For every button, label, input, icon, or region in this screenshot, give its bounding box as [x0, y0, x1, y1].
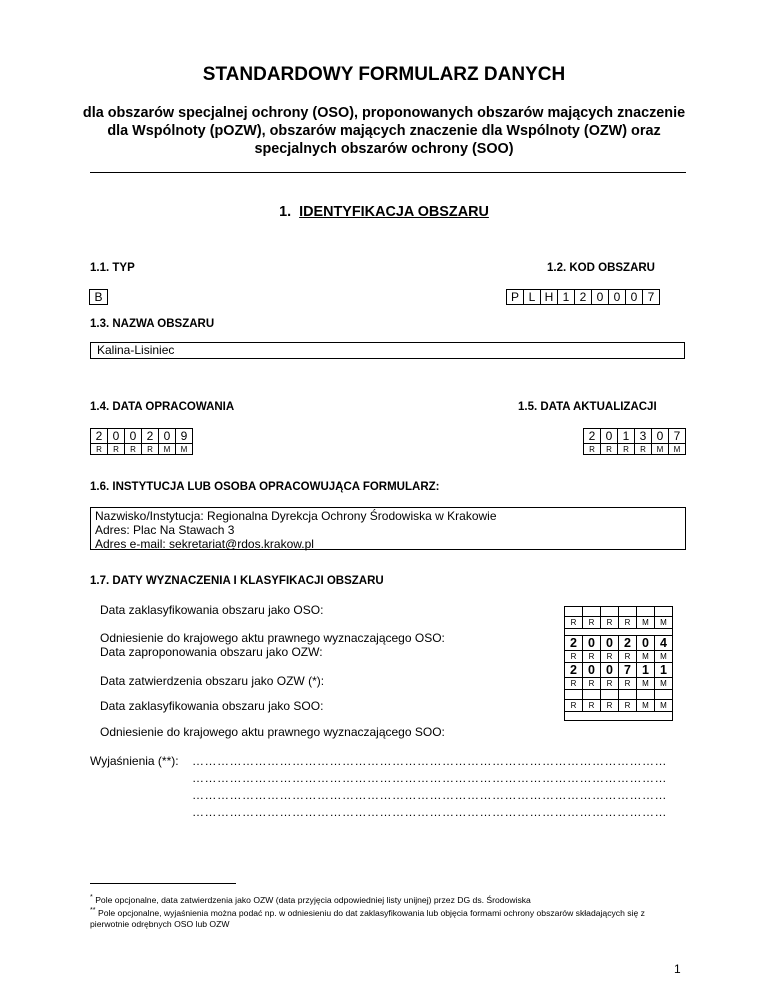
date-digit: 1: [637, 663, 655, 678]
typ-label: 1.1. TYP: [90, 262, 135, 274]
date-code: R: [583, 651, 601, 663]
date-code: M: [655, 678, 673, 690]
footnote-1-mark: *: [90, 893, 93, 901]
date-code: R: [583, 700, 601, 712]
date-code: R: [617, 443, 635, 455]
date-digit: 2: [619, 636, 637, 651]
ozw-zap-label: Data zaproponowania obszaru jako OZW:: [100, 645, 323, 659]
data-opracowania-label: 1.4. DATA OPRACOWANIA: [90, 401, 235, 413]
data-aktualizacji-label: 1.5. DATA AKTUALIZACJI: [518, 401, 657, 413]
form-subtitle: dla obszarów specjalnej ochrony (OSO), proponowanych obszarów mających znaczenie dla Wspólnoty (pOZW), obszarów mających znaczenie dla Wspólnoty (OZW) oraz specjalnych obszarów ochrony (SOO): [82, 105, 686, 157]
date-code: R: [141, 443, 159, 455]
daty-grid[interactable]: [564, 606, 673, 721]
date-code: R: [600, 443, 618, 455]
date-code: R: [601, 651, 619, 663]
section-title: IDENTYFIKACJA OBSZARU: [299, 204, 489, 220]
date-code: M: [655, 700, 673, 712]
wyjasnienia-label: Wyjaśnienia (**):: [90, 754, 179, 768]
date-digit: 0: [651, 428, 669, 444]
kod-char: 1: [557, 289, 575, 305]
kod-char: 7: [642, 289, 660, 305]
date-code: R: [90, 443, 108, 455]
date-code: R: [601, 678, 619, 690]
date-digit: 0: [124, 428, 142, 444]
date-code: M: [651, 443, 669, 455]
date-code: R: [583, 617, 601, 629]
date-code: R: [619, 617, 637, 629]
date-code: R: [601, 700, 619, 712]
section-number: 1.: [279, 204, 292, 220]
date-code: M: [637, 651, 655, 663]
oso-akt-label: Odniesienie do krajowego aktu prawnego wyznaczającego OSO:: [100, 631, 445, 645]
data-opracowania-field[interactable]: [90, 428, 193, 455]
oso-klas-label: Data zaklasyfikowania obszaru jako OSO:: [100, 603, 324, 617]
kod-char: H: [540, 289, 558, 305]
date-code: R: [619, 678, 637, 690]
kod-char: 2: [574, 289, 592, 305]
instytucja-field[interactable]: [90, 507, 686, 550]
soo-klas-codes: [565, 700, 673, 712]
date-digit: 7: [668, 428, 686, 444]
ozw-zatw-codes: [565, 678, 673, 690]
date-code: R: [634, 443, 652, 455]
oso-akt-row: [565, 629, 673, 636]
date-code: R: [583, 678, 601, 690]
date-digit: 0: [583, 663, 601, 678]
kod-char: 0: [625, 289, 643, 305]
date-digit: 0: [601, 663, 619, 678]
date-digit: 2: [90, 428, 108, 444]
date-digit: 7: [619, 663, 637, 678]
date-digit: 0: [600, 428, 618, 444]
date-code: M: [637, 700, 655, 712]
wyjasnienia-line-3[interactable]: ……………………………………………………………………………………………………: [192, 788, 667, 802]
ozw-zatw-values: [565, 663, 673, 678]
page-number: 1: [674, 962, 681, 976]
date-digit: 0: [158, 428, 176, 444]
form-title: STANDARDOWY FORMULARZ DANYCH: [202, 64, 566, 85]
footnote-divider: [90, 883, 236, 884]
section-heading: [0, 204, 768, 220]
instytucja-address: Adres: Plac Na Stawach 3: [95, 523, 235, 537]
wyjasnienia-line-4[interactable]: ……………………………………………………………………………………………………: [192, 805, 667, 819]
date-digit: 2: [141, 428, 159, 444]
nazwa-label: 1.3. NAZWA OBSZARU: [90, 318, 215, 330]
date-code: R: [107, 443, 125, 455]
wyjasnienia-line-2[interactable]: ……………………………………………………………………………………………………: [192, 771, 667, 785]
kod-label: 1.2. KOD OBSZARU: [547, 262, 655, 274]
date-digit: 2: [565, 636, 583, 651]
kod-char: P: [506, 289, 524, 305]
date-code: R: [619, 651, 637, 663]
date-digit: 0: [107, 428, 125, 444]
date-code: M: [655, 617, 673, 629]
footnote-2-text: Pole opcjonalne, wyjaśnienia można podać np. w odniesieniu do dat zaklasyfikowania lub objęcia formami ochrony obszarów składających się z pierwotnie odrębnych OSO lub OZW: [90, 907, 645, 929]
kod-char: 0: [591, 289, 609, 305]
typ-field[interactable]: B: [89, 289, 108, 305]
date-code: R: [565, 651, 583, 663]
data-aktualizacji-field[interactable]: [583, 428, 686, 455]
wyjasnienia-line-1[interactable]: ……………………………………………………………………………………………………: [192, 754, 667, 768]
date-digit: 3: [634, 428, 652, 444]
date-digit: 1: [655, 663, 673, 678]
nazwa-field[interactable]: Kalina-Lisiniec: [90, 342, 685, 359]
kod-char: L: [523, 289, 541, 305]
date-digit: 0: [583, 636, 601, 651]
date-code: R: [601, 617, 619, 629]
daty-label: 1.7. DATY WYZNACZENIA I KLASYFIKACJI OBSZARU: [90, 575, 384, 587]
soo-klas-values: [565, 690, 673, 700]
soo-klas-label: Data zaklasyfikowania obszaru jako SOO:: [100, 699, 324, 713]
date-code: M: [668, 443, 686, 455]
oso-klas-codes: [565, 617, 673, 629]
divider: [90, 172, 686, 173]
oso-klas-values: [565, 607, 673, 617]
date-digit: 1: [617, 428, 635, 444]
instytucja-name: Nazwisko/Instytucja: Regionalna Dyrekcja Ochrony Środowiska w Krakowie: [95, 509, 497, 523]
date-digit: 0: [601, 636, 619, 651]
soo-akt-label: Odniesienie do krajowego aktu prawnego wyznaczającego SOO:: [100, 725, 445, 739]
date-digit: 2: [565, 663, 583, 678]
ozw-zatw-label: Data zatwierdzenia obszaru jako OZW (*):: [100, 674, 325, 688]
footnote-1: [90, 892, 686, 906]
date-code: M: [655, 651, 673, 663]
date-code: R: [565, 617, 583, 629]
soo-akt-row: [565, 712, 673, 721]
date-code: R: [583, 443, 601, 455]
ozw-zap-codes: [565, 651, 673, 663]
footnote-2: [90, 905, 686, 930]
date-digit: 4: [655, 636, 673, 651]
ozw-zap-values: [565, 636, 673, 651]
date-code: R: [565, 678, 583, 690]
date-code: M: [175, 443, 193, 455]
date-code: M: [637, 617, 655, 629]
kod-char: 0: [608, 289, 626, 305]
kod-field[interactable]: [506, 289, 660, 305]
date-digit: 9: [175, 428, 193, 444]
date-code: M: [158, 443, 176, 455]
instytucja-email: Adres e-mail: sekretariat@rdos.krakow.pl: [95, 537, 314, 551]
footnote-2-mark: **: [90, 906, 96, 914]
date-code: R: [619, 700, 637, 712]
date-code: R: [565, 700, 583, 712]
footnote-1-text: Pole opcjonalne, data zatwierdzenia jako OZW (data przyjęcia odpowiedniej listy unijnej) przez DG ds. Środowiska: [95, 894, 531, 905]
date-digit: 2: [583, 428, 601, 444]
date-code: R: [124, 443, 142, 455]
date-digit: 0: [637, 636, 655, 651]
date-code: M: [637, 678, 655, 690]
instytucja-label: 1.6. INSTYTUCJA LUB OSOBA OPRACOWUJĄCA FORMULARZ:: [90, 481, 440, 493]
